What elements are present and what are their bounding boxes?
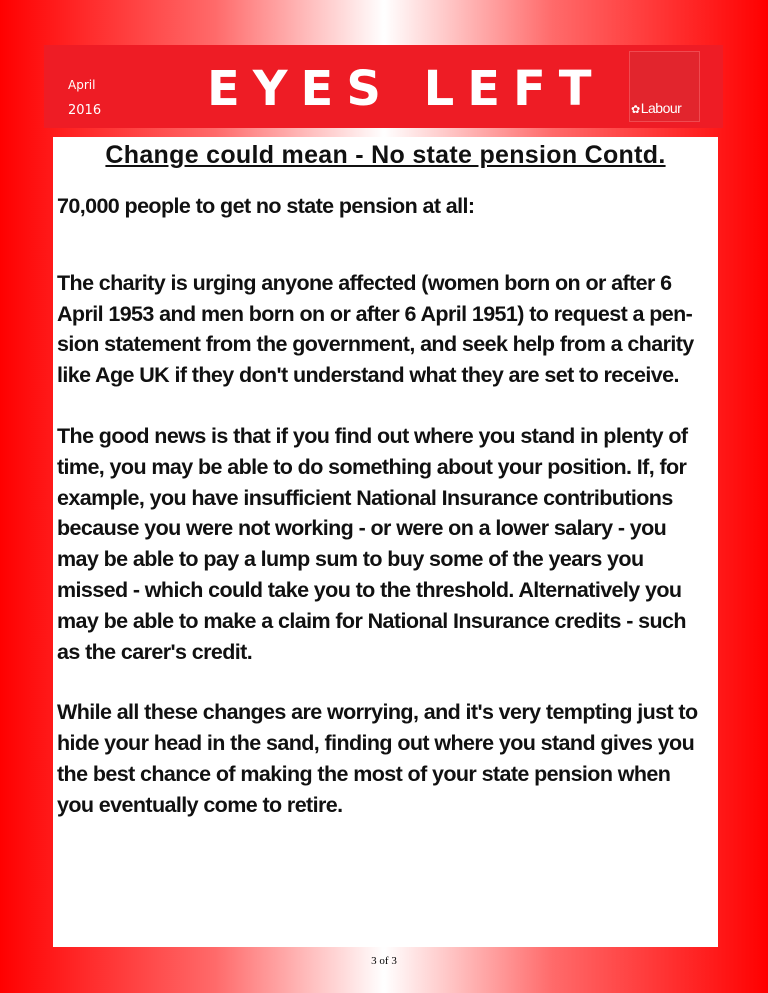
newsletter-header	[44, 45, 723, 128]
page-number: 3 of 3	[371, 955, 397, 967]
article-body	[57, 191, 707, 821]
issue-year: 2016	[68, 103, 102, 118]
article-paragraph: 70,000 people to get no state pension at all:	[57, 194, 475, 218]
rose-icon: ✿	[631, 104, 640, 116]
issue-month: April	[68, 78, 96, 92]
paragraph-spacer	[57, 667, 707, 697]
article-title: Change could mean - No state pension Contd.	[105, 141, 666, 169]
article-panel	[53, 137, 718, 947]
paragraph-spacer	[57, 222, 707, 268]
article-paragraph: While all these changes are worrying, and it's very tempting just to hide your head in the sand, finding out where you stand gives you the best chance of making the most of your state pension when you eventually come to retire.	[57, 700, 698, 817]
article-paragraph: The charity is urging anyone affected (women born on or after 6 April 1953 and men born on or after 6 April 1951) to request a pen-sion statement from the government, and seek help from a charity like Age UK if they don't understand what they are set to receive.	[57, 270, 694, 388]
masthead-title: EYES LEFT	[207, 61, 605, 117]
labour-logo-label: ✿Labour	[631, 100, 682, 116]
paragraph-spacer	[57, 391, 707, 421]
article-paragraph: The good news is that if you find out where you stand in plenty of time, you may be able to do something about your position. If, for example, you have insufficient National Insurance contributions because you were not working - or were on a lower salary - you may be able to pay a lump sum to buy some of the years you missed - which could take you to the threshold. Alternatively you may be able to make a claim for National Insurance credits - such as the carer's credit.	[57, 423, 688, 664]
labour-logo	[629, 51, 700, 122]
